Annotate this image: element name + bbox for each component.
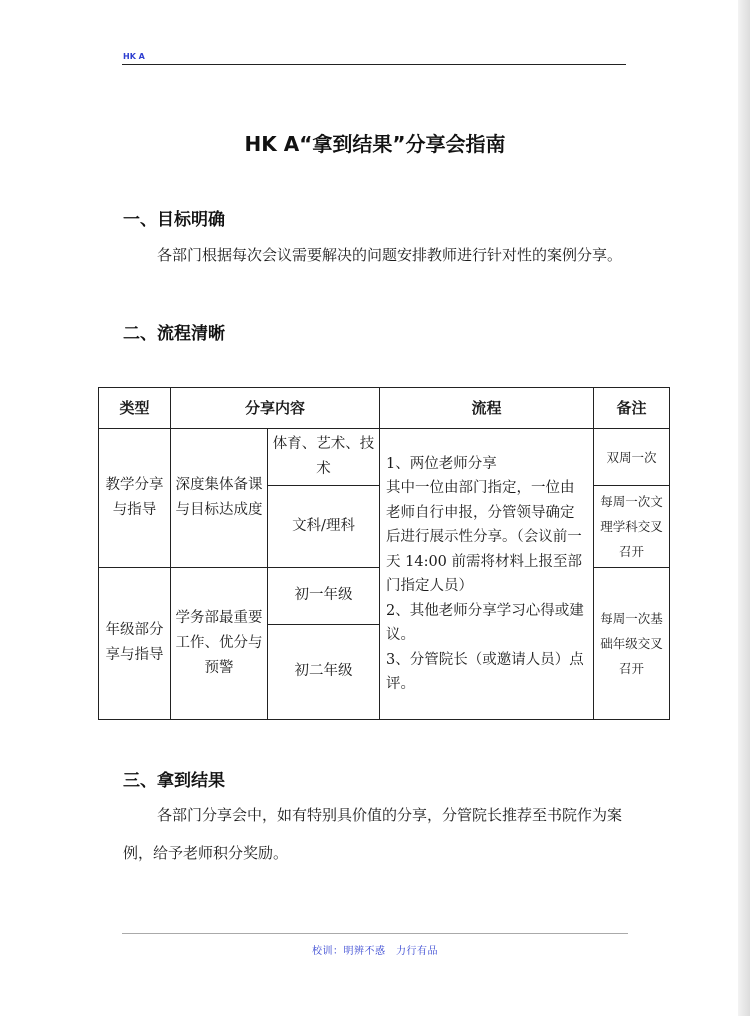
- process-step: 2、其他老师分享学习心得或建议。: [386, 602, 584, 644]
- table-row: [99, 429, 670, 486]
- section-paragraph-result: 各部门分享会中，如有特别具价值的分享，分管院长推荐至书院作为案例，给予老师积分奖励。: [123, 806, 623, 862]
- subject-cell: 初二年级: [268, 624, 380, 719]
- header-process: 流程: [380, 388, 594, 429]
- process-table: [98, 387, 670, 720]
- note-cell: 每周一次基础年级交叉召开: [594, 567, 670, 719]
- subject-cell: 初一年级: [268, 567, 380, 624]
- footer-motto: 校训：明辨不惑 力行有品: [312, 946, 438, 957]
- content-cell: 深度集体备课与目标达成度: [171, 429, 268, 567]
- header-text: HK A: [123, 52, 145, 61]
- header-type: 类型: [99, 388, 171, 429]
- type-cell: 教学分享与指导: [99, 429, 171, 567]
- page-edge-shadow: [738, 0, 750, 1016]
- content-cell: 学务部最重要工作、优分与预警: [171, 567, 268, 719]
- process-step: 其中一位由部门指定，一位由老师自行申报，分管领导确定后进行展示性分享。（会议前一天 14:00 前需将材料上报至部门指定人员）: [386, 480, 583, 595]
- header-note: 备注: [594, 388, 670, 429]
- table-header-row: [99, 388, 670, 429]
- subject-cell: 文科/理科: [268, 486, 380, 567]
- header-content: 分享内容: [171, 388, 380, 429]
- subject-cell: 体育、艺术、技术: [268, 429, 380, 486]
- section-heading-goal: 一、目标明确: [123, 210, 225, 230]
- type-cell: 年级部分享与指导: [99, 567, 171, 719]
- section-paragraph-goal: 各部门根据每次会议需要解决的问题安排教师进行针对性的案例分享。: [157, 246, 623, 264]
- note-cell: 双周一次: [594, 429, 670, 486]
- section-heading-process: 二、流程清晰: [123, 324, 225, 344]
- footer-divider: [122, 933, 628, 934]
- section-heading-result: 三、拿到结果: [123, 771, 225, 791]
- process-cell: [380, 429, 594, 720]
- process-step: 3、分管院长（或邀请人员）点评。: [386, 651, 584, 693]
- note-cell: 每周一次文理学科交叉召开: [594, 486, 670, 567]
- document-title: HK A“拿到结果”分享会指南: [244, 132, 506, 156]
- process-step: 1、两位老师分享: [386, 455, 497, 472]
- header-divider: [122, 64, 626, 65]
